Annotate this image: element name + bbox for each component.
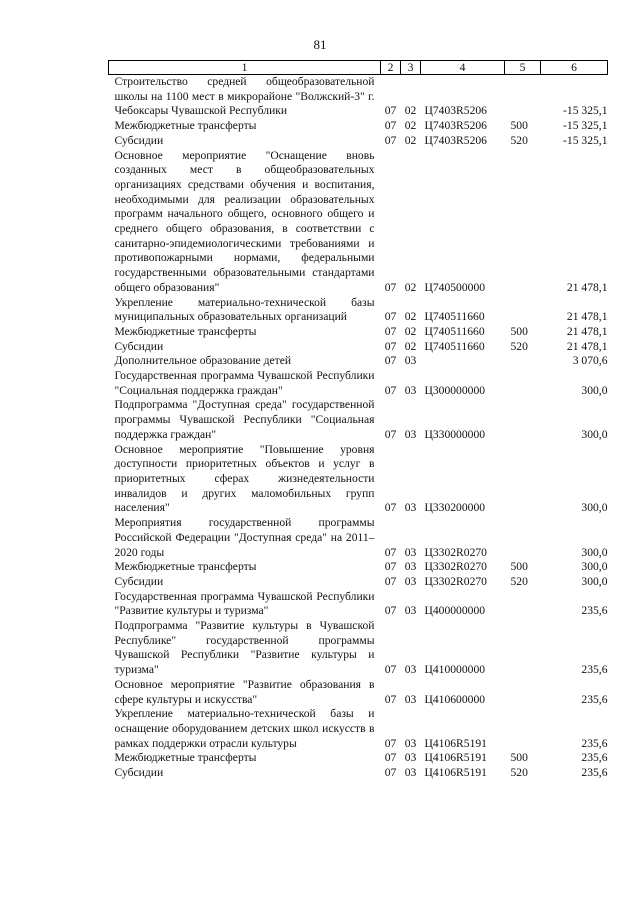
row-name: Дополнительное образование детей — [114, 354, 292, 368]
row-target-article: Ц4106R5191 — [424, 751, 487, 765]
row-name: Субсидии — [114, 574, 164, 588]
row-subsection: 03 — [404, 574, 417, 588]
row-amount: -15 325,1 — [563, 119, 608, 133]
row-expense-type: 520 — [510, 574, 528, 588]
row-target-article: Ц740511660 — [424, 339, 485, 353]
row-name: Основное мероприятие "Повышение уровня доступности приоритетных объектов и услуг в приоритетных сферах жизнедеятельности инвалидов и других маломобильных групп населения" — [114, 442, 375, 515]
row-expense-type — [505, 443, 541, 517]
row-amount: 235,6 — [581, 751, 608, 765]
row-subsection: 03 — [404, 383, 417, 397]
page-number: 81 — [313, 37, 327, 52]
row-section: 07 — [384, 354, 397, 368]
header-col-4: 4 — [421, 61, 505, 75]
row-name: Государственная программа Чувашской Республики "Развитие культуры и туризма" — [114, 589, 375, 618]
table-row — [109, 443, 608, 517]
row-amount: 300,0 — [581, 545, 608, 559]
table-row — [109, 560, 608, 575]
row-expense-type — [505, 707, 541, 751]
table-row — [109, 516, 608, 560]
table-row — [109, 678, 608, 707]
row-amount: 300,0 — [581, 574, 608, 588]
row-section: 07 — [384, 604, 397, 618]
table-row — [109, 354, 608, 369]
row-subsection: 03 — [404, 545, 417, 559]
row-expense-type: 500 — [510, 119, 528, 133]
row-amount: -15 325,1 — [563, 133, 608, 147]
row-subsection: 02 — [404, 310, 417, 324]
row-target-article: Ц7403R5206 — [424, 104, 487, 118]
row-expense-type: 500 — [510, 751, 528, 765]
row-subsection: 03 — [404, 663, 417, 677]
row-subsection: 03 — [404, 736, 417, 750]
row-subsection: 03 — [404, 501, 417, 515]
row-name: Субсидии — [114, 339, 164, 353]
row-amount: 300,0 — [581, 427, 608, 441]
row-name: Подпрограмма "Доступная среда" государственной программы Чувашской Республики "Социальная поддержка граждан" — [114, 398, 375, 441]
row-amount: 300,0 — [581, 383, 608, 397]
row-subsection: 03 — [404, 560, 417, 574]
row-expense-type: 500 — [510, 324, 528, 338]
row-section: 07 — [384, 104, 397, 118]
table-header — [109, 61, 608, 75]
row-name: Государственная программа Чувашской Республики "Социальная поддержка граждан" — [114, 369, 375, 397]
row-subsection: 03 — [404, 766, 417, 780]
table-row — [109, 134, 608, 149]
row-subsection: 03 — [404, 751, 417, 765]
row-expense-type — [505, 354, 541, 369]
row-section: 07 — [384, 751, 397, 765]
row-subsection: 03 — [404, 604, 417, 618]
row-expense-type — [505, 678, 541, 707]
row-target-article: Ц740500000 — [424, 280, 486, 294]
row-name: Межбюджетные трансферты — [114, 324, 257, 338]
table-row — [109, 766, 608, 781]
row-subsection: 03 — [404, 427, 417, 441]
row-subsection: 02 — [404, 104, 417, 118]
row-section: 07 — [384, 560, 397, 574]
row-target-article: Ц400000000 — [424, 604, 486, 618]
row-name: Субсидии — [114, 133, 164, 147]
row-target-article: Ц7403R5206 — [424, 133, 487, 147]
row-amount: 235,6 — [581, 663, 608, 677]
row-amount: 21 478,1 — [566, 280, 608, 294]
table-row — [109, 119, 608, 134]
header-col-3: 3 — [401, 61, 421, 75]
row-amount: 235,6 — [581, 766, 608, 780]
row-section: 07 — [384, 133, 397, 147]
table-row — [109, 369, 608, 398]
row-target-article: Ц4106R5191 — [424, 736, 487, 750]
row-subsection: 02 — [404, 133, 417, 147]
row-amount: 300,0 — [581, 560, 608, 574]
row-expense-type — [505, 516, 541, 560]
row-amount: 235,6 — [581, 692, 608, 706]
row-expense-type — [505, 619, 541, 678]
row-expense-type — [505, 149, 541, 296]
row-name: Строительство средней общеобразовательной школы на 1100 мест в микрорайоне "Волжский-3" г. Чебоксары Чувашской Республики — [114, 75, 375, 118]
row-expense-type — [505, 369, 541, 398]
header-col-5: 5 — [505, 61, 541, 75]
row-expense-type: 520 — [510, 766, 528, 780]
row-target-article: Ц3302R0270 — [424, 545, 487, 559]
table-row — [109, 590, 608, 619]
row-expense-type — [505, 398, 541, 442]
row-target-article: Ц3302R0270 — [424, 560, 487, 574]
row-name: Межбюджетные трансферты — [114, 560, 257, 574]
row-target-article: Ц410000000 — [424, 663, 486, 677]
row-expense-type: 500 — [510, 560, 528, 574]
row-name: Мероприятия государственной программы Российской Федерации "Доступная среда" на 2011–2020 годы — [114, 516, 375, 559]
row-name: Межбюджетные трансферты — [114, 751, 257, 765]
row-name: Укрепление материально-технической базы муниципальных образовательных организаций — [114, 295, 375, 324]
row-section: 07 — [384, 766, 397, 780]
header-col-1: 1 — [109, 61, 381, 75]
budget-table — [108, 60, 608, 781]
header-col-2: 2 — [381, 61, 401, 75]
row-target-article: Ц410600000 — [424, 692, 486, 706]
row-expense-type — [505, 590, 541, 619]
row-target-article: Ц740511660 — [424, 310, 485, 324]
row-target-article: Ц300000000 — [424, 383, 486, 397]
row-amount: 21 478,1 — [566, 339, 608, 353]
table-row — [109, 707, 608, 751]
row-expense-type: 520 — [510, 133, 528, 147]
row-amount: 21 478,1 — [566, 324, 608, 338]
row-section: 07 — [384, 545, 397, 559]
table-row — [109, 398, 608, 442]
table-row — [109, 751, 608, 766]
row-name: Межбюджетные трансферты — [114, 119, 257, 133]
table-row — [109, 325, 608, 340]
row-expense-type — [505, 75, 541, 120]
row-expense-type — [505, 296, 541, 325]
row-section: 07 — [384, 119, 397, 133]
table-body — [109, 75, 608, 781]
row-section: 07 — [384, 736, 397, 750]
row-name: Основное мероприятие "Оснащение вновь созданных мест в общеобразовательных организациях средствами обучения и воспитания, необходимыми для реализации образовательных программ начального общего, основного общего и среднего общего образования, в соответствии с санитарно-эпидемиологическими требованиями и противопожарными нормами, федеральными государственными образовательными стандартами общего образования" — [114, 148, 375, 294]
row-amount: 21 478,1 — [566, 310, 608, 324]
table-row — [109, 575, 608, 590]
row-amount: 235,6 — [581, 604, 608, 618]
row-amount: 300,0 — [581, 501, 608, 515]
table-row — [109, 296, 608, 325]
header-row — [109, 61, 608, 75]
row-section: 07 — [384, 339, 397, 353]
row-target-article: Ц330000000 — [424, 427, 486, 441]
row-section: 07 — [384, 663, 397, 677]
row-target-article: Ц740511660 — [424, 324, 485, 338]
row-section: 07 — [384, 383, 397, 397]
row-expense-type: 520 — [510, 339, 528, 353]
row-target-article: Ц330200000 — [424, 501, 486, 515]
row-section: 07 — [384, 280, 397, 294]
row-name: Подпрограмма "Развитие культуры в Чувашской Республике" государственной программы Чувашской Республики "Развитие культуры и туризма" — [114, 619, 375, 677]
table-row — [109, 149, 608, 296]
row-amount: 3 070,6 — [572, 354, 608, 368]
row-amount: -15 325,1 — [563, 104, 608, 118]
row-section: 07 — [384, 324, 397, 338]
row-target-article: Ц7403R5206 — [424, 119, 487, 133]
row-subsection: 02 — [404, 339, 417, 353]
row-name: Субсидии — [114, 766, 164, 780]
row-name: Основное мероприятие "Развитие образования в сфере культуры и искусства" — [114, 677, 375, 706]
row-section: 07 — [384, 310, 397, 324]
header-col-6: 6 — [541, 61, 608, 75]
table-row — [109, 619, 608, 678]
row-subsection: 03 — [404, 354, 417, 368]
row-target-article: Ц4106R5191 — [424, 766, 487, 780]
row-target-article — [421, 354, 505, 369]
row-section: 07 — [384, 501, 397, 515]
row-subsection: 03 — [404, 692, 417, 706]
row-amount: 235,6 — [581, 736, 608, 750]
row-section: 07 — [384, 692, 397, 706]
row-name: Укрепление материально-технической базы и оснащение оборудованием детских школ искусств в рамках поддержки отрасли культуры — [114, 707, 375, 750]
row-subsection: 02 — [404, 280, 417, 294]
row-target-article: Ц3302R0270 — [424, 574, 487, 588]
row-section: 07 — [384, 574, 397, 588]
row-subsection: 02 — [404, 324, 417, 338]
table-row — [109, 75, 608, 120]
table-row — [109, 340, 608, 355]
row-section: 07 — [384, 427, 397, 441]
row-subsection: 02 — [404, 119, 417, 133]
